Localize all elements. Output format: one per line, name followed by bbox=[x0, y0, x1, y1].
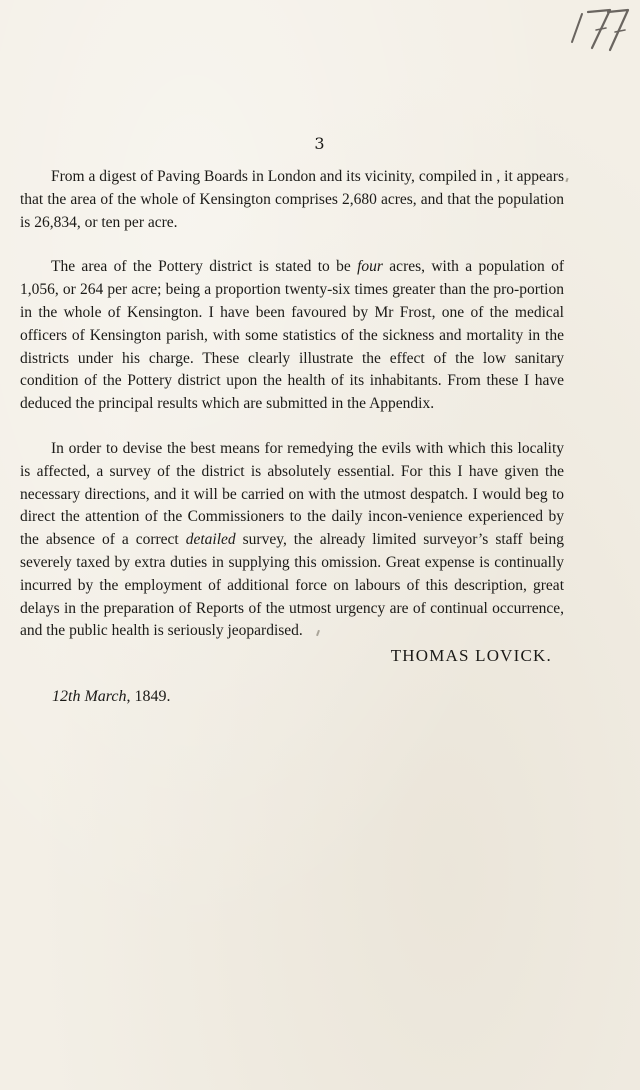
dateline bbox=[52, 688, 171, 706]
paragraph-survey bbox=[20, 438, 564, 643]
date-month: March bbox=[84, 688, 127, 705]
paragraph-text: acres, with a population of 1,056, or 264 per acre; being a proportion twenty-six times greater than the pro-portion in the whole of Kensington. I have been favoured by Mr Frost, one of the medical officers of Kensington parish, with some statistics of the sickness and mortality in the districts under his charge. These clearly illustrate the effect of the low sanitary condition of the Pottery district upon the health of its inhabitants. From these I have deduced the principal results which are submitted in the Appendix. bbox=[20, 258, 565, 413]
page-number: 3 bbox=[314, 134, 326, 153]
emphasis-four: four bbox=[357, 258, 383, 276]
signature: THOMAS LOVICK. bbox=[390, 646, 552, 665]
date-year: , 1849. bbox=[126, 688, 171, 705]
paragraph-text: In order to devise the best means for remedying the evils with which this locality is affected, a survey of the district is absolutely essential. For this I have given the necessary directions, and it will be carried on with the utmost despatch. I would beg to direct the attention of the Commissioners to the daily incon-venience experienced by the absence of a correct bbox=[20, 439, 564, 549]
ink-speck bbox=[565, 178, 568, 182]
paragraph-pottery-district bbox=[20, 256, 564, 416]
paragraph-text: survey, the already limited surveyor’s staff being severely taxed by extra duties in supplying this omission. Great expense is continually incurred by the employment of additional force on labours of this description, great delays in the preparation of Reports of the utmost urgency are of continual occurrence, and the public health is seriously jeopardised. bbox=[20, 531, 564, 640]
date-day: 12th bbox=[52, 688, 81, 705]
paragraph-text: The area of the Pottery district is stated to be bbox=[51, 258, 358, 276]
emphasis-detailed: detailed bbox=[185, 531, 236, 549]
body-text bbox=[20, 166, 564, 665]
handwritten-folio-mark bbox=[570, 4, 630, 54]
paragraph-text: From a digest of Paving Boards in London and its vicinity, compiled in , it appears that the area of the whole of Kensington comprises 2,680 acres, and that the population is 26,834, or ten per acre. bbox=[20, 168, 564, 231]
paragraph-paving-boards bbox=[20, 166, 564, 234]
